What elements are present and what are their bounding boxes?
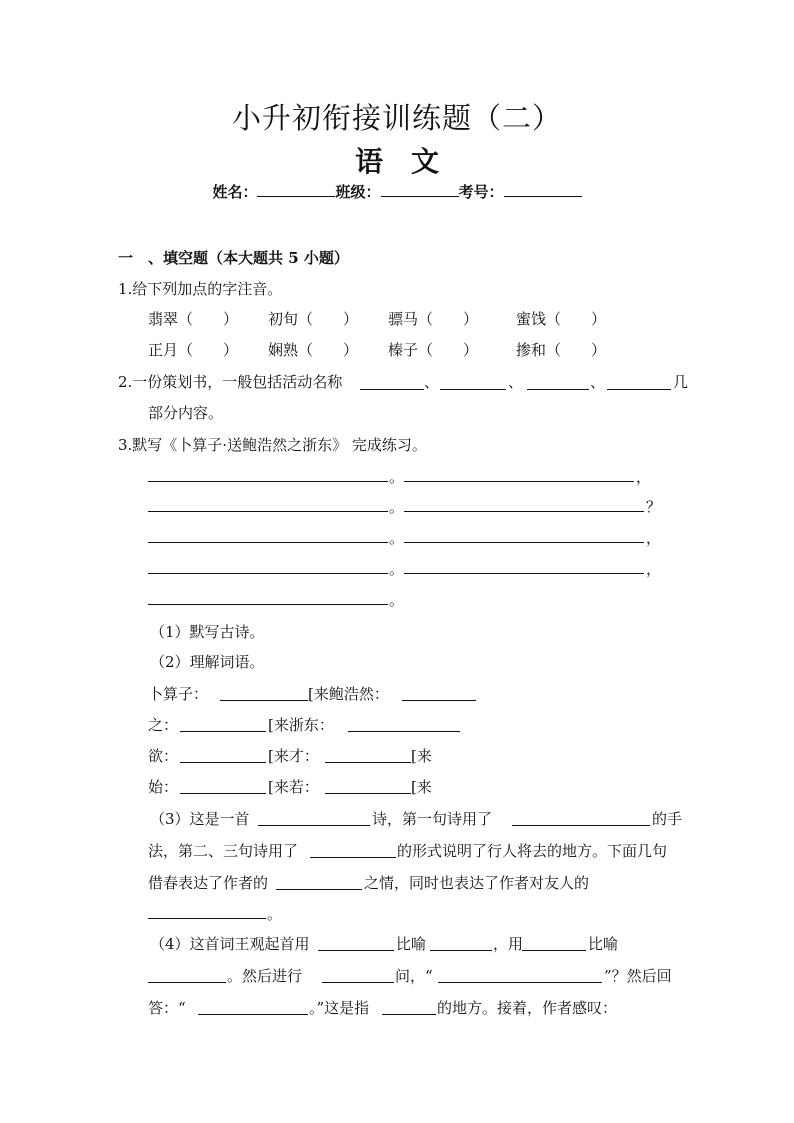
word-label: [来 bbox=[411, 747, 432, 765]
word-blank[interactable] bbox=[325, 762, 411, 763]
sub4-text: 的地方。接着，作者感叹： bbox=[437, 999, 618, 1017]
sub3-blank[interactable] bbox=[310, 857, 396, 858]
exam-no-label: 考号： bbox=[458, 183, 504, 201]
sub3-blank[interactable] bbox=[276, 889, 362, 890]
poem-line-blank[interactable] bbox=[148, 481, 388, 482]
q2-blank[interactable] bbox=[360, 389, 424, 390]
section-heading: 一 、填空题（本大题共 5 小题） bbox=[118, 249, 349, 267]
subject-char-2: 文 bbox=[411, 145, 440, 178]
word-label: 始： bbox=[148, 778, 179, 796]
q2-end: 几 bbox=[673, 373, 689, 391]
word-blank[interactable] bbox=[325, 793, 411, 794]
word-blank[interactable] bbox=[220, 700, 308, 701]
word-label: [来 bbox=[411, 778, 432, 796]
sub4-blank[interactable] bbox=[522, 950, 586, 951]
q1-item: 掺和（ ） bbox=[516, 341, 607, 359]
q2-sep: 、 bbox=[508, 373, 524, 391]
student-info bbox=[0, 181, 794, 202]
poem-punct: 。 bbox=[389, 591, 405, 609]
q2-sep: 、 bbox=[590, 373, 606, 391]
poem-line-blank[interactable] bbox=[148, 511, 388, 512]
question-1: 1.给下列加点的字注音。 bbox=[118, 280, 283, 298]
poem-punct: 。 bbox=[389, 468, 405, 486]
poem-punct: ？ bbox=[646, 498, 662, 516]
class-field[interactable] bbox=[381, 182, 459, 197]
word-blank[interactable] bbox=[180, 762, 266, 763]
poem-line-blank[interactable] bbox=[148, 573, 388, 574]
sub4-blank[interactable] bbox=[430, 950, 492, 951]
poem-line-blank[interactable] bbox=[148, 604, 388, 605]
exam-no-field[interactable] bbox=[504, 182, 582, 197]
word-label: 卜算子： bbox=[148, 685, 209, 703]
sub3-text: 之情，同时也表达了作者对友人的 bbox=[364, 874, 590, 892]
poem-punct: ， bbox=[646, 560, 662, 578]
sub4-text: ”？然后回 bbox=[604, 967, 672, 985]
subject-char-1: 语 bbox=[354, 145, 383, 178]
word-blank[interactable] bbox=[180, 793, 266, 794]
poem-line-blank[interactable] bbox=[148, 542, 388, 543]
sub4-text: 。”这是指 bbox=[309, 999, 370, 1017]
sub4-text: ，用 bbox=[493, 935, 524, 953]
q1-item: 榛子（ ） bbox=[388, 341, 479, 359]
q1-item: 骠马（ ） bbox=[388, 310, 479, 328]
sub3-text: （3）这是一首 bbox=[150, 810, 250, 828]
poem-line-blank[interactable] bbox=[404, 542, 644, 543]
subject-title bbox=[0, 140, 794, 180]
q2-blank[interactable] bbox=[527, 389, 589, 390]
sub4-text: 。然后进行 bbox=[227, 967, 303, 985]
name-field[interactable] bbox=[257, 182, 335, 197]
q1-item: 正月（ ） bbox=[148, 341, 239, 359]
word-blank[interactable] bbox=[402, 700, 476, 701]
q1-item: 娴熟（ ） bbox=[268, 341, 359, 359]
poem-punct: ， bbox=[646, 529, 662, 547]
sub4-blank[interactable] bbox=[148, 982, 226, 983]
word-label: 欲： bbox=[148, 747, 179, 765]
poem-punct: 。 bbox=[389, 529, 405, 547]
q2-sep: 、 bbox=[424, 373, 440, 391]
sub3-blank[interactable] bbox=[148, 918, 266, 919]
sub3-text: 。 bbox=[267, 905, 283, 923]
poem-punct: 。 bbox=[389, 498, 405, 516]
poem-punct: 。 bbox=[389, 560, 405, 578]
word-blank[interactable] bbox=[348, 731, 460, 732]
q2-blank[interactable] bbox=[440, 389, 506, 390]
sub3-text: 借春表达了作者的 bbox=[148, 874, 269, 892]
word-label: [来浙东： bbox=[268, 716, 334, 734]
q1-item: 初旬（ ） bbox=[268, 310, 359, 328]
class-label: 班级： bbox=[335, 183, 381, 201]
q2-blank[interactable] bbox=[607, 389, 671, 390]
sub3-text: 的手 bbox=[652, 810, 683, 828]
sub3-text: 的形式说明了行人将去的地方。下面几句 bbox=[397, 842, 668, 860]
sub4-blank[interactable] bbox=[318, 950, 394, 951]
word-label: [来鲍浩然： bbox=[308, 685, 389, 703]
sub4-text: 比喻 bbox=[396, 935, 427, 953]
sub3-text: 诗，第一句诗用了 bbox=[372, 810, 493, 828]
sub3-text: 法，第二、三句诗用了 bbox=[148, 842, 299, 860]
q1-item: 蜜饯（ ） bbox=[516, 310, 607, 328]
poem-line-blank[interactable] bbox=[404, 481, 634, 482]
sub-question-2: （2）理解词语。 bbox=[150, 653, 265, 671]
sub4-blank[interactable] bbox=[438, 982, 602, 983]
word-label: 之： bbox=[148, 716, 179, 734]
page-title: 小升初衔接训练题（二） bbox=[231, 101, 562, 135]
poem-line-blank[interactable] bbox=[404, 511, 644, 512]
sub3-blank[interactable] bbox=[258, 825, 370, 826]
question-2: 2.一份策划书，一般包括活动名称 bbox=[118, 373, 343, 391]
sub4-blank[interactable] bbox=[322, 982, 394, 983]
q2-line2: 部分内容。 bbox=[148, 404, 224, 422]
name-label: 姓名： bbox=[212, 183, 258, 201]
sub3-blank[interactable] bbox=[512, 825, 650, 826]
word-label: [来若： bbox=[268, 778, 319, 796]
sub4-text: 比喻 bbox=[588, 935, 619, 953]
word-label: [来才： bbox=[268, 747, 319, 765]
q1-item: 翡翠（ ） bbox=[148, 310, 239, 328]
sub-question-1: （1）默写古诗。 bbox=[150, 623, 265, 641]
word-blank[interactable] bbox=[180, 731, 266, 732]
poem-punct: ， bbox=[636, 468, 652, 486]
poem-line-blank[interactable] bbox=[404, 573, 644, 574]
question-3: 3.默写《卜算子·送鲍浩然之浙东》 完成练习。 bbox=[118, 436, 427, 454]
sub4-text: 答：“ bbox=[148, 999, 186, 1017]
sub4-blank[interactable] bbox=[198, 1014, 308, 1015]
sub4-blank[interactable] bbox=[382, 1014, 436, 1015]
sub4-text: 问，“ bbox=[395, 967, 433, 985]
sub4-text: （4）这首词王观起首用 bbox=[150, 935, 310, 953]
